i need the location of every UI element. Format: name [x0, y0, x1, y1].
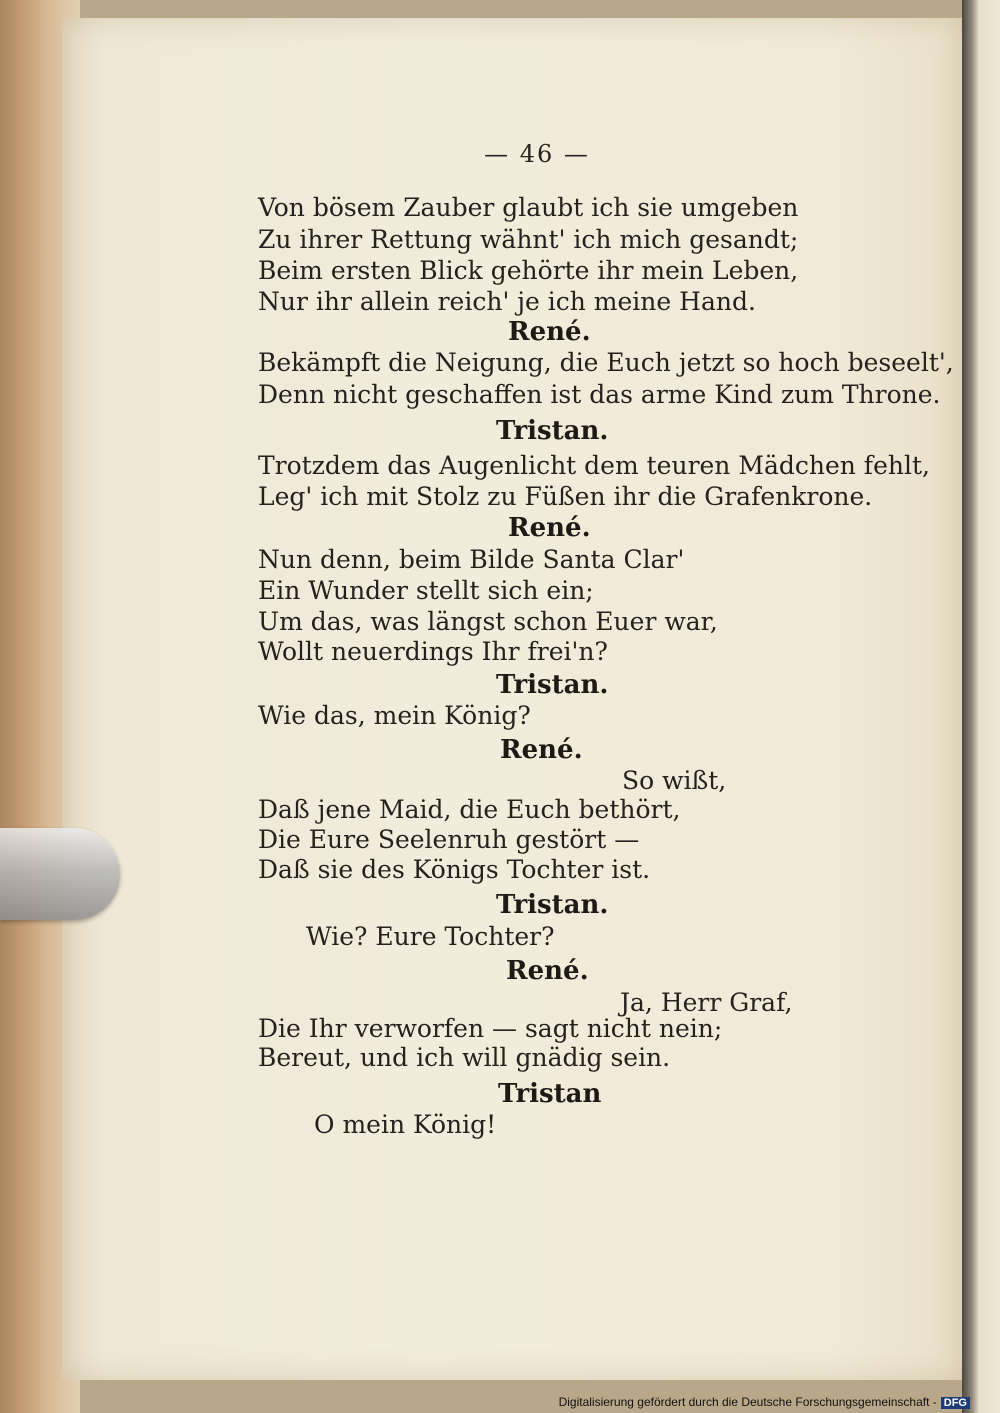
verse-line: Nur ihr allein reich' je ich meine Hand.: [258, 287, 756, 316]
dfg-logo: DFG: [941, 1397, 970, 1409]
verse-line: Denn nicht geschaffen ist das arme Kind zum Throne.: [258, 380, 941, 409]
verse-line: Leg' ich mit Stolz zu Füßen ihr die Grafenkrone.: [258, 482, 873, 511]
verse-line: So wißt,: [622, 766, 727, 795]
verse-line: Zu ihrer Rettung wähnt' ich mich gesandt;: [258, 225, 799, 254]
verse-line: Ja, Herr Graf,: [620, 988, 793, 1017]
verse-line: Daß jene Maid, die Euch bethört,: [258, 795, 681, 824]
speaker-name: René.: [508, 513, 591, 543]
verse-line: Daß sie des Königs Tochter ist.: [258, 855, 651, 884]
speaker-name: Tristan: [498, 1079, 602, 1109]
speaker-name: Tristan.: [496, 890, 609, 920]
verse-line: Ein Wunder stellt sich ein;: [258, 576, 594, 605]
verse-line: Die Eure Seelenruh gestört —: [258, 825, 640, 854]
verse-line: Beim ersten Blick gehörte ihr mein Leben,: [258, 256, 799, 285]
footer-text: Digitalisierung gefördert durch die Deutsche Forschungsgemeinschaft -: [558, 1395, 937, 1409]
verse-line: Nun denn, beim Bilde Santa Clar': [258, 545, 685, 574]
speaker-name: René.: [508, 317, 591, 347]
verse-line: Trotzdem das Augenlicht dem teuren Mädchen fehlt,: [258, 451, 930, 480]
verse-line: Bekämpft die Neigung, die Euch jetzt so hoch beseelt',: [258, 348, 954, 377]
verse-line: Wie? Eure Tochter?: [306, 922, 555, 951]
digitization-footer: [559, 1395, 970, 1409]
speaker-name: Tristan.: [496, 670, 609, 700]
verse-line: Wie das, mein König?: [258, 701, 531, 730]
verse-line: Die Ihr verworfen — sagt nicht nein;: [258, 1014, 723, 1043]
page-number: — 46 —: [484, 140, 590, 168]
page-clip: [0, 828, 120, 920]
speaker-name: Tristan.: [496, 416, 609, 446]
facing-page-edge: [962, 0, 1000, 1413]
verse-line: Von bösem Zauber glaubt ich sie umgeben: [258, 193, 799, 222]
verse-line: Um das, was längst schon Euer war,: [258, 607, 718, 636]
speaker-name: René.: [500, 735, 583, 765]
verse-line: Wollt neuerdings Ihr frei'n?: [258, 637, 608, 666]
verse-line: Bereut, und ich will gnädig sein.: [258, 1043, 671, 1072]
verse-line: O mein König!: [314, 1110, 497, 1139]
speaker-name: René.: [506, 956, 589, 986]
